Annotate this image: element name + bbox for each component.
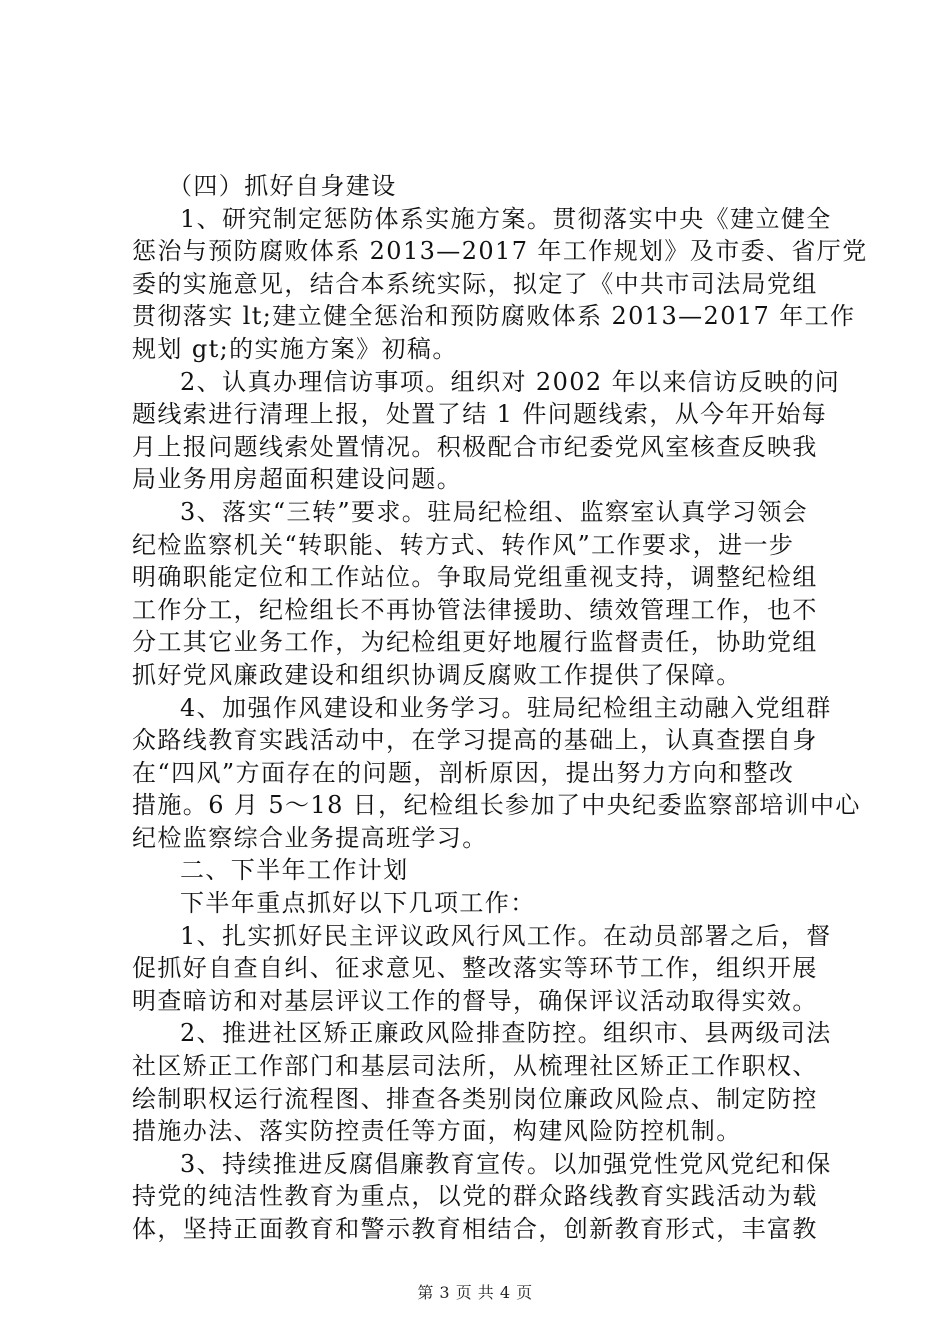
text-line: 贯彻落实 lt;建立健全惩治和预防腐败体系 2013—2017 年工作: [132, 302, 856, 331]
document-body: [132, 170, 868, 1246]
text-line: 工作分工，纪检组长不再协管法律援助、绩效管理工作，也不: [132, 595, 818, 624]
text-line: 二、下半年工作计划: [180, 856, 409, 885]
page-footer: 第 3 页 共 4 页: [417, 1283, 533, 1302]
text-line: 局业务用房超面积建设问题。: [132, 465, 463, 494]
text-line: 月上报问题线索处置情况。积极配合市纪委党风室核查反映我: [132, 432, 818, 461]
text-line: 促抓好自查自纠、征求意见、整改落实等环节工作，组织开展: [132, 954, 818, 983]
text-line: 措施办法、落实防控责任等方面，构建风险防控机制。: [132, 1117, 742, 1146]
text-line: 措施。6 月 5～18 日，纪检组长参加了中央纪委监察部培训中心: [132, 791, 861, 820]
text-line: 2、推进社区矫正廉政风险排查防控。组织市、县两级司法: [180, 1019, 832, 1048]
text-line: 持党的纯洁性教育为重点，以党的群众路线教育实践活动为载: [132, 1182, 818, 1211]
text-line: 1、扎实抓好民主评议政风行风工作。在动员部署之后，督: [180, 921, 832, 950]
text-line: 明确职能定位和工作站位。争取局党组重视支持，调整纪检组: [132, 563, 818, 592]
text-line: 在“四风”方面存在的问题，剖析原因，提出努力方向和整改: [132, 758, 795, 787]
text-line: 题线索进行清理上报，处置了结 1 件问题线索，从今年开始每: [132, 400, 828, 429]
text-line: 纪检监察机关“转职能、转方式、转作风”工作要求，进一步: [132, 530, 795, 559]
text-line: 明查暗访和对基层评议工作的督导，确保评议活动取得实效。: [132, 986, 818, 1015]
text-line: 抓好党风廉政建设和组织协调反腐败工作提供了保障。: [132, 660, 742, 689]
text-line: 3、持续推进反腐倡廉教育宣传。以加强党性党风党纪和保: [180, 1149, 832, 1178]
text-line: 2、认真办理信访事项。组织对 2002 年以来信访反映的问: [180, 367, 841, 396]
text-line: 众路线教育实践活动中，在学习提高的基础上，认真查摆自身: [132, 726, 818, 755]
text-line: 绘制职权运行流程图、排查各类别岗位廉政风险点、制定防控: [132, 1084, 818, 1113]
text-line: 规划 gt;的实施方案》初稿。: [132, 334, 458, 363]
text-line: （四）抓好自身建设: [168, 172, 397, 200]
text-line: 纪检监察综合业务提高班学习。: [132, 823, 488, 852]
text-line: 体，坚持正面教育和警示教育相结合，创新教育形式，丰富教: [132, 1215, 818, 1243]
text-line: 委的实施意见，结合本系统实际，拟定了《中共市司法局党组: [132, 269, 818, 298]
text-line: 分工其它业务工作，为纪检组更好地履行监督责任，协助党组: [132, 628, 818, 657]
text-line: 社区矫正工作部门和基层司法所，从梳理社区矫正工作职权、: [132, 1052, 818, 1081]
text-line: 1、研究制定惩防体系实施方案。贯彻落实中央《建立健全: [180, 204, 832, 233]
text-line: 惩治与预防腐败体系 2013—2017 年工作规划》及市委、省厅党: [132, 237, 868, 266]
text-line: 3、落实“三转”要求。驻局纪检组、监察室认真学习领会: [180, 497, 809, 526]
text-line: 4、加强作风建设和业务学习。驻局纪检组主动融入党组群: [180, 693, 832, 722]
text-line: 下半年重点抓好以下几项工作：: [180, 889, 536, 918]
